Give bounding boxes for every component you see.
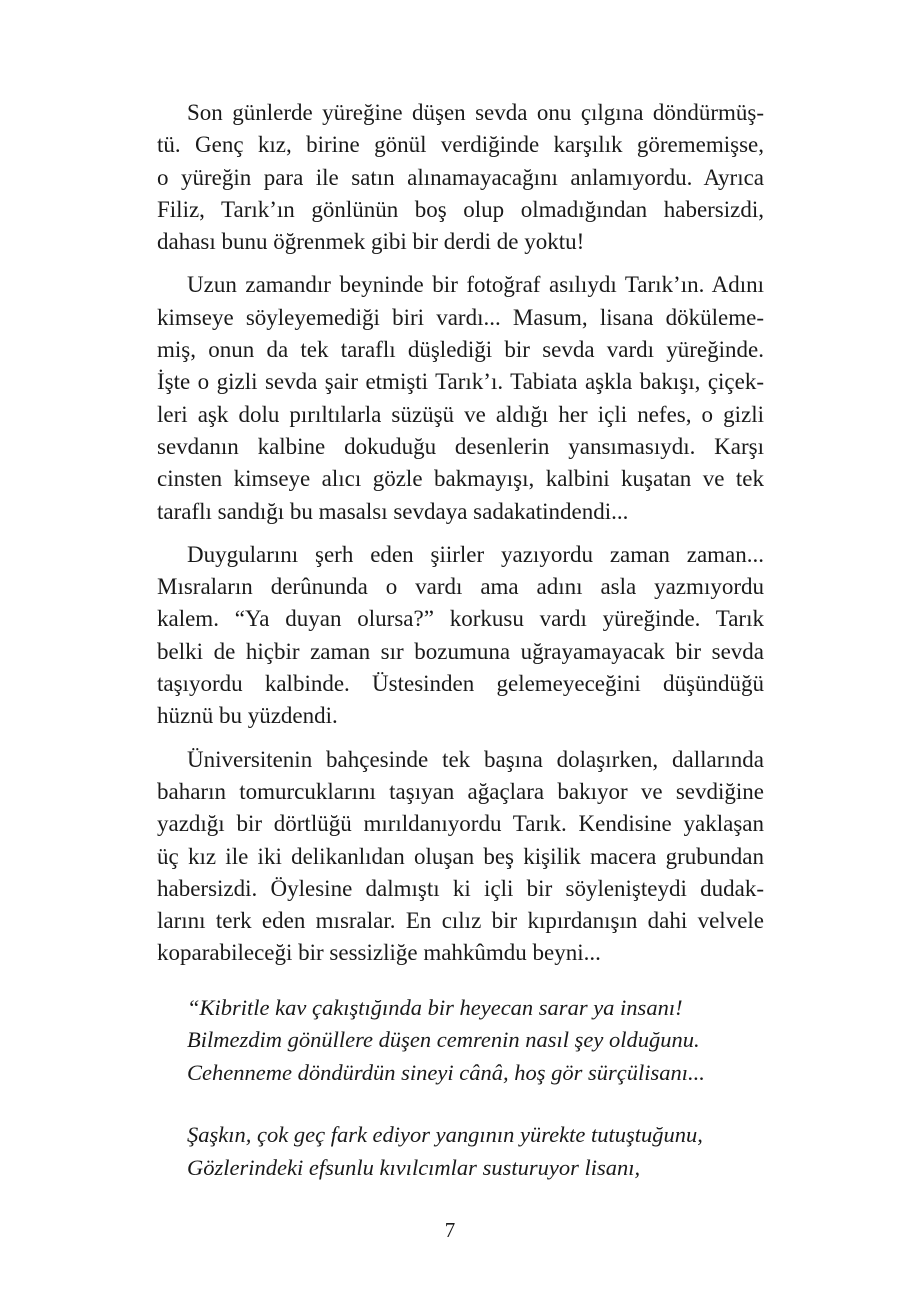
- text-line: Son günlerde yüreğine düşen sevda onu çılgına döndürmüş-: [187, 100, 764, 125]
- text-line: Mısraların derûnunda o vardı ama adını asla yazmıyordu: [157, 574, 764, 600]
- text-line: leri aşk dolu pırıltılarla süzüşü ve aldığı her içli nefes, o gizli: [157, 401, 764, 427]
- text-line: koparabileceği bir sessizliğe mahkûmdu beyni...: [157, 940, 601, 966]
- poem-stanza-1: [187, 992, 764, 1090]
- text-line: Uzun zamandır beyninde bir fotoğraf asılıydı Tarık’ın. Adını: [187, 272, 764, 298]
- text-line: habersizdi. Öylesine dalmıştı ki içli bir söylenişteydi dudak-: [157, 875, 764, 901]
- text-line: Filiz, Tarık’ın gönlünün boş olup olmadığından habersizdi,: [157, 196, 764, 222]
- poem-line: Bilmezdim gönüllere düşen cemrenin nasıl şey olduğunu.: [187, 1027, 700, 1053]
- text-line: Duygularını şerh eden şiirler yazıyordu zaman zaman...: [187, 541, 764, 567]
- poem-line: “Kibritle kav çakıştığında bir heyecan sarar ya insanı!: [187, 994, 683, 1020]
- poem-line: Şaşkın, çok geç fark ediyor yangının yürekte tutuştuğunu,: [187, 1122, 703, 1148]
- paragraph-1: [157, 97, 764, 258]
- text-line: üç kız ile iki delikanlıdan oluşan beş kişilik macera grubundan: [157, 843, 764, 869]
- poem-line: Cehenneme döndürdün sineyi cânâ, hoş gör sürçülisanı...: [187, 1059, 705, 1085]
- text-line: taşıyordu kalbinde. Üstesinden gelemeyeceğini düşündüğü: [157, 671, 764, 697]
- text-line: Üniversitenin bahçesinde tek başına dolaşırken, dallarında: [187, 746, 764, 772]
- text-line: larını terk eden mısralar. En cılız bir kıpırdanışın dahi velvele: [157, 908, 764, 934]
- text-line: kalem. “Ya duyan olursa?” korkusu vardı yüreğinde. Tarık: [157, 606, 764, 632]
- paragraph-2: [157, 269, 764, 527]
- poem-stanza-2: [187, 1119, 764, 1184]
- page-number: 7: [444, 1218, 456, 1242]
- paragraph-3: [157, 539, 764, 733]
- text-line: belki de hiçbir zaman sır bozumuna uğrayamayacak bir sevda: [157, 638, 764, 664]
- text-line: İşte o gizli sevda şair etmişti Tarık’ı. Tabiata aşkla bakışı, çiçek-: [157, 369, 764, 395]
- text-line: hüznü bu yüzdendi.: [157, 703, 338, 729]
- text-line: tü. Genç kız, birine gönül verdiğinde karşılık görememişse,: [157, 132, 764, 158]
- text-line: dahası bunu öğrenmek gibi bir derdi de yoktu!: [157, 229, 585, 255]
- text-line: miş, onun da tek taraflı düşlediği bir sevda vardı yüreğinde.: [157, 337, 764, 363]
- text-line: taraflı sandığı bu masalsı sevdaya sadakatindendi...: [157, 498, 629, 524]
- text-line: o yüreğin para ile satın alınamayacağını anlamıyordu. Ayrıca: [157, 164, 764, 190]
- text-line: kimseye söyleyemediği biri vardı... Masum, lisana döküleme-: [157, 304, 764, 330]
- text-line: yazdığı bir dörtlüğü mırıldanıyordu Tarık. Kendisine yaklaşan: [157, 811, 764, 837]
- poem: [157, 992, 764, 1185]
- text-line: sevdanın kalbine dokuduğu desenlerin yansımasıydı. Karşı: [157, 433, 764, 459]
- text-line: cinsten kimseye alıcı gözle bakmayışı, kalbini kuşatan ve tek: [157, 466, 764, 492]
- page-body: [157, 97, 764, 1214]
- text-line: baharın tomurcuklarını taşıyan ağaçlara bakıyor ve sevdiğine: [157, 778, 764, 804]
- paragraph-4: [157, 744, 764, 970]
- poem-line: Gözlerindeki efsunlu kıvılcımlar susturuyor lisanı,: [187, 1154, 641, 1180]
